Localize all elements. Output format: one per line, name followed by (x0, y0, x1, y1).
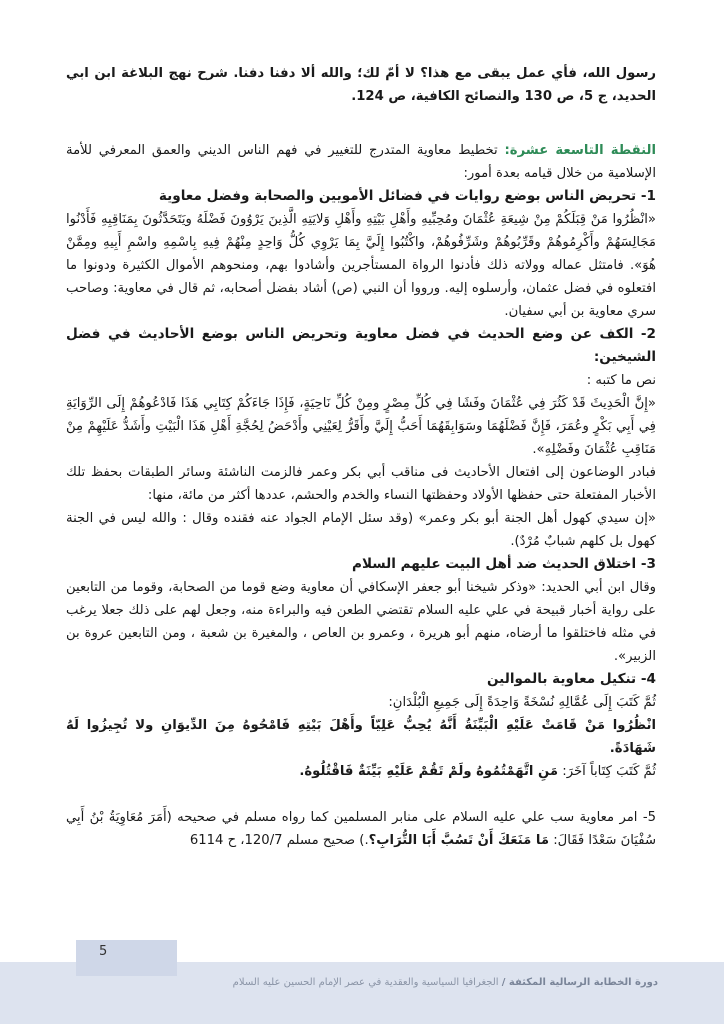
point-label: النقطة التاسعة عشرة: (504, 143, 656, 158)
paragraph-3c: فبادر الوضاعون إلى افتعال الأحاديث فى مناقب أبي بكر وعمر فالزمت الناشئة وسائر الطبقات بحفظ تلك الأخبار المفتعلة حتى حفظها الأولاد وحفظتها النساء والخدم والحشم، عددها أكثر من مائة، منها: (66, 465, 656, 503)
document-body (66, 62, 656, 852)
paragraph-5c-intro: ثُمَّ كَتَبَ كِتَاباً آخَرَ: (558, 764, 656, 779)
point-text: تخطيط معاوية المتدرج للتغيير في فهم الناس الديني والعمق المعرفي للأمة الإسلامية من خلال قيامه بعدة أمور: (66, 143, 656, 181)
paragraph-4: وقال ابن أبي الحديد: «وذكر شيخنا أبو جعفر الإسكافي أن معاوية وضع قوما من الصحابة، وقوما من التابعين على رواية أخبار قبيحة في علي عليه السلام تقتضي الطعن فيه والبراءة منه، وجعل لهم على ذلك جعلا يرغب في مثله فاختلقوا ما أرضاه، منهم أبو هريرة ، وعمرو بن العاص ، والمغيرة بن شعبة ، ومن التابعين عروة بن الزبير». (66, 580, 656, 664)
footer-subtitle: الجغرافيا السياسية والعقدية في عصر الإمام الحسين عليه السلام (232, 977, 502, 988)
paragraph-6-intro: 5- امر معاوية سب علي عليه السلام على منابر المسلمين كما رواه مسلم في صحيحه (أَمَرَ مُعَاوِيَةُ بْنُ أَبِي سُفْيَانَ سَعْدًا فَقَالَ: (66, 810, 656, 848)
paragraph-5c-bold: مَنِ اتَّهَمْتُمُوهُ ولَمْ تَقُمْ عَلَيْهِ بَيِّنَةٌ فَاقْتُلُوهُ. (299, 764, 559, 779)
footer-caption (98, 977, 658, 988)
paragraph-6-bold: مَا مَنَعَكَ أَنْ تَسُبَّ أَبَا التُّرَابِ؟ (368, 833, 549, 848)
paragraph-6 (66, 806, 656, 852)
paragraph-6-end: .) صحيح مسلم 120/7، ح 6114 (189, 833, 369, 848)
paragraph-5b: انْظُرُوا مَنْ قَامَتْ عَلَيْهِ الْبَيِّنَةُ أَنَّهُ يُحِبُّ عَلِيّاً وأَهْلَ بَيْتِهِ فَامْحُوهُ مِنَ الدِّيوَانِ ولا تُجِيزُوا لَهُ شَهَادَةً. (66, 718, 656, 756)
page-number-tab (76, 940, 177, 976)
footer-course-title: دورة الخطابة الرسالية المكثفة / (501, 977, 658, 988)
paragraph-2: «انْظُرُوا مَنْ قِبَلَكُمْ مِنْ شِيعَةِ عُثْمَانَ ومُحِبِّيهِ وأَهْلِ بَيْتِهِ وأَهْلِ وَلايَتِهِ الَّذِينَ يَرْوُونَ فَضْلَهُ ويَتَحَدَّثُونَ بِمَنَاقِبِهِ فَأَدْنُوا مَجَالِسَهُمْ وأَكْرِمُوهُمْ وقَرِّبُوهُمْ وشَرِّفُوهُمْ، واكْتُبُوا إِلَيَّ بِمَا يَرْوِي كُلُّ وَاحِدٍ مِنْهُمْ فِيهِ بِاسْمِهِ واسْمِ أَبِيهِ ومِمَّنْ هُوَ». فامتثل عماله وولاته ذلك فأدنوا الرواة المستأجرين وأشادوا بهم، ومنحوهم الأموال الكثيرة ودونوا ما افتعلوه في فضل عثمان، وأرسلوه إليه. ورووا أن النبي (ص) أشاد بفضل أصحابه، ثم قال في معاوية: وصاحب سري معاوية بن أبي سفيان. (66, 212, 656, 319)
point-nineteen (66, 139, 656, 185)
paragraph-5a: ثُمَّ كَتَبَ إِلَى عُمَّالِهِ نُسْخَةً وَاحِدَةً إِلَى جَمِيعِ الْبُلْدَانِ: (388, 695, 656, 710)
heading-3: 3- اختلاق الحديث ضد أهل البيت عليهم السلام (352, 556, 656, 572)
heading-2: 2- الكف عن وضع الحديث في فضل معاوية وتحريض الناس بوضع الأحاديث في فضل الشيخين: (66, 326, 656, 365)
page-number: 5 (99, 944, 108, 959)
paragraph-3d: «إن سيدي كهول أهل الجنة أبو بكر وعمر» (وقد سئل الإمام الجواد عنه فقنده وقال : والله ليس في الجنة كهول بل كلهم شبابٌ مُرْدٌ). (66, 511, 656, 549)
paragraph-5c (66, 760, 656, 783)
heading-4: 4- تنكيل معاوية بالموالين (486, 671, 656, 687)
paragraph-3a: نص ما كتبه : (586, 373, 656, 388)
paragraph-3b: «إِنَّ الْحَدِيثَ قَدْ كَثُرَ فِي عُثْمَانَ وفَشَا فِي كُلِّ مِصْرٍ ومِنْ كُلِّ نَاحِيَةٍ، فَإِذَا جَاءَكُمْ كِتَابِي هَذَا فَادْعُوهُمْ إِلَى الرِّوَايَةِ فِي أَبِي بَكْرٍ وعُمَرَ، فَإِنَّ فَضْلَهُمَا وسَوَابِقَهُمَا أَحَبُّ إِلَيَّ وأَقَرُّ لِعَيْنِي وأَدْحَضُ لِحُجَّةِ أَهْلِ هَذَا الْبَيْتِ وأَشَدُّ عَلَيْهِمْ مِنْ مَنَاقِبِ عُثْمَانَ وفَضْلِهِ». (66, 396, 656, 457)
paragraph-intro: رسول الله، فأي عمل يبقى مع هذا؟ لا أمّ لك؛ والله ألا دفنا دفنا. شرح نهج البلاغة ابن ابي الحديد، ج 5، ص 130 والنصائح الكافية، ص 124. (66, 66, 656, 104)
heading-1: 1- تحريض الناس بوضع روايات في فضائل الأمويين والصحابة وفضل معاوية (158, 188, 656, 204)
